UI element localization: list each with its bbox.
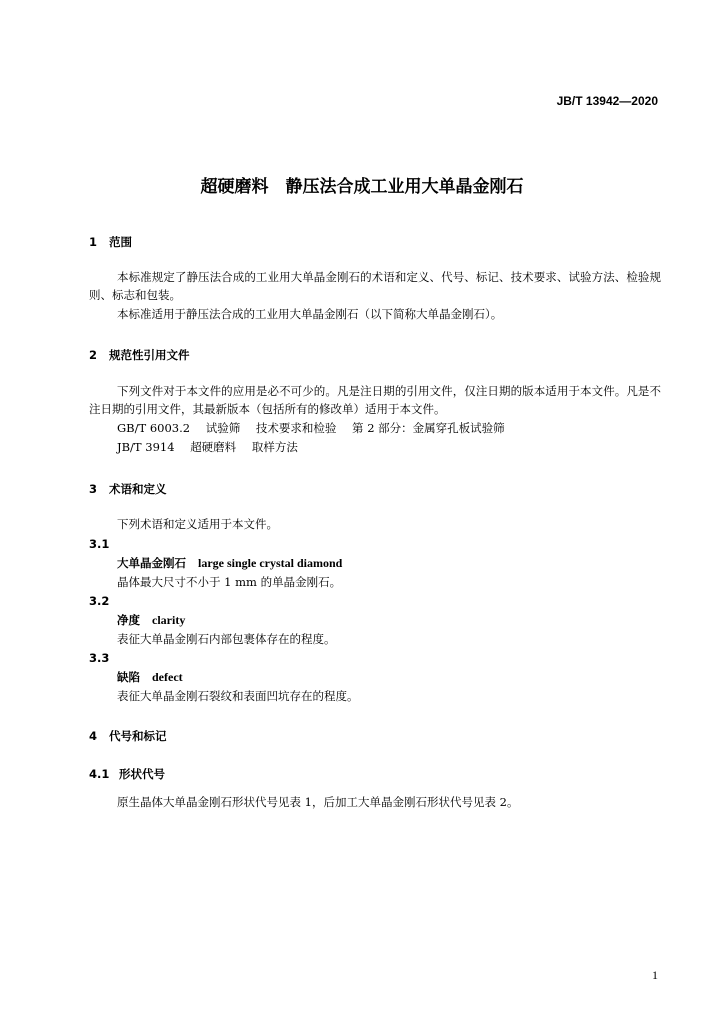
section-2-heading bbox=[89, 347, 190, 363]
reference-title-part: 超硬磨料 bbox=[190, 440, 237, 454]
normative-reference bbox=[117, 438, 298, 456]
section-1-paragraph-2: 本标准适用于静压法合成的工业用大单晶金刚石（以下简称大单晶金刚石）。 bbox=[117, 307, 503, 321]
reference-title-part: 取样方法 bbox=[251, 440, 298, 454]
reference-code: JB/T 3914 bbox=[117, 440, 175, 454]
term-definition: 表征大单晶金刚石裂纹和表面凹坑存在的程度。 bbox=[117, 689, 359, 703]
term-chinese: 大单晶金刚石 bbox=[117, 556, 186, 570]
section-3-intro: 下列术语和定义适用于本文件。 bbox=[117, 517, 278, 531]
term-entry bbox=[117, 554, 342, 572]
term-chinese: 缺陷 bbox=[117, 670, 140, 684]
section-1-paragraph-1: 本标准规定了静压法合成的工业用大单晶金刚石的术语和定义、代号、标记、技术要求、试验方法、检验规则、标志和包装。 bbox=[89, 270, 661, 302]
term-english: clarity bbox=[152, 613, 186, 627]
term-english: large single crystal diamond bbox=[198, 556, 343, 570]
section-title: 范围 bbox=[109, 235, 132, 249]
page-number: 1 bbox=[652, 968, 658, 982]
standard-code: JB/T 13942—2020 bbox=[556, 94, 658, 108]
document-title: 超硬磨料 静压法合成工业用大单晶金刚石 bbox=[200, 177, 524, 197]
subsection-4-1-heading bbox=[89, 766, 165, 782]
section-number: 2 bbox=[89, 348, 98, 362]
term-definition: 晶体最大尺寸不小于 1 mm 的单晶金刚石。 bbox=[117, 575, 342, 589]
section-number: 3 bbox=[89, 482, 98, 496]
section-title: 术语和定义 bbox=[109, 482, 167, 496]
section-number: 1 bbox=[89, 235, 98, 249]
section-4-heading bbox=[89, 728, 167, 744]
reference-title-part: 试验筛 bbox=[205, 421, 241, 435]
reference-title-part: 技术要求和检验 bbox=[255, 421, 337, 435]
reference-code: GB/T 6003.2 bbox=[117, 421, 191, 435]
term-entry bbox=[117, 611, 185, 629]
section-3-heading bbox=[89, 481, 167, 497]
term-entry bbox=[117, 668, 183, 686]
section-title: 代号和标记 bbox=[109, 729, 167, 743]
term-chinese: 净度 bbox=[117, 613, 140, 627]
term-number: 3.1 bbox=[89, 537, 110, 551]
section-2-paragraph-1: 下列文件对于本文件的应用是必不可少的。凡是注日期的引用文件，仅注日期的版本适用于本文件。凡是不注日期的引用文件，其最新版本（包括所有的修改单）适用于本文件。 bbox=[89, 384, 661, 416]
term-english: defect bbox=[152, 670, 183, 684]
section-number: 4 bbox=[89, 729, 98, 743]
section-1-heading bbox=[89, 234, 132, 250]
term-number: 3.2 bbox=[89, 594, 110, 608]
section-title: 规范性引用文件 bbox=[109, 348, 190, 362]
term-definition: 表征大单晶金刚石内部包裹体存在的程度。 bbox=[117, 632, 336, 646]
subsection-number: 4.1 bbox=[89, 767, 110, 781]
subsection-4-1-paragraph: 原生晶体大单晶金刚石形状代号见表 1，后加工大单晶金刚石形状代号见表 2。 bbox=[117, 795, 519, 809]
subsection-title: 形状代号 bbox=[119, 767, 165, 781]
term-number: 3.3 bbox=[89, 651, 110, 665]
reference-title-part: 第 2 部分：金属穿孔板试验筛 bbox=[352, 421, 505, 435]
normative-reference bbox=[117, 419, 505, 437]
